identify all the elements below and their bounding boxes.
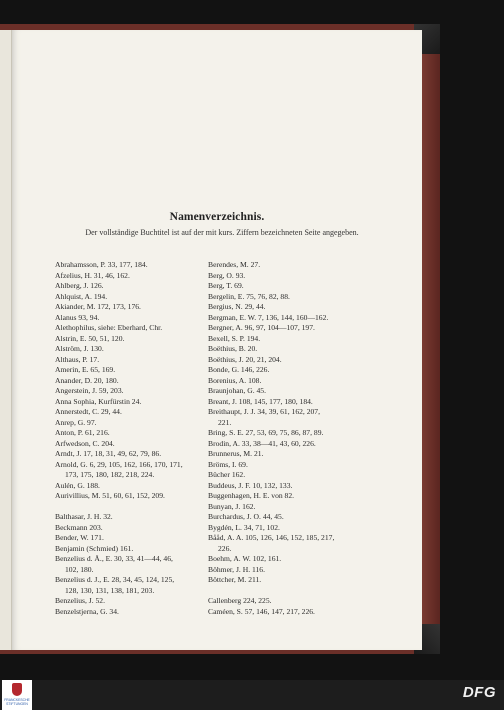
index-entry: 173, 175, 180, 182, 218, 224. <box>65 470 155 479</box>
index-entry: Ahlquist, A. 194. <box>55 291 108 301</box>
index-entry: Bender, W. 171. <box>55 533 104 542</box>
index-entry: Anna Sophia, Kurfürstin 24. <box>55 396 142 406</box>
index-entry: Beckmann 203. <box>55 522 103 532</box>
index-entry: Borenius, A. 108. <box>208 375 262 385</box>
viewer-footer <box>0 680 504 710</box>
index-entry: Berg, O. 93. <box>208 270 246 280</box>
index-entry: Aurivillius, M. 51, 60, 61, 152, 209. <box>55 491 165 500</box>
index-entry: Breithaupt, J. J. 34, 39, 61, 162, 207, <box>208 407 321 416</box>
cover-edge <box>422 24 440 654</box>
index-entry: Arndt, J. 17, 18, 31, 49, 62, 79, 86. <box>55 449 162 458</box>
index-entry: Bergner, A. 96, 97, 104—107, 197. <box>208 323 315 332</box>
index-entry: Berg, T. 69. <box>208 281 244 290</box>
index-entry: Amerin, E. 65, 169. <box>55 365 116 374</box>
dfg-logo[interactable]: DFG <box>462 684 496 701</box>
index-entry: Breant, J. 108, 145, 177, 180, 184. <box>208 396 313 406</box>
letter-section-gap <box>55 502 220 513</box>
index-entry: Boëthius, B. 20. <box>208 344 258 353</box>
index-column-right <box>208 260 383 617</box>
index-entry: 102, 180. <box>65 564 94 574</box>
index-entry: Buddeus, J. F. 10, 132, 133. <box>208 480 293 490</box>
index-entry: Bergman, E. W. 7, 136, 144, 160—162. <box>208 312 329 322</box>
page-heading: Namenverzeichnis. <box>169 211 265 223</box>
index-entry: 226. <box>218 543 232 553</box>
index-entry: Arnold, G. 6, 29, 105, 162, 166, 170, 171, <box>55 459 183 469</box>
index-entry: Benzelstjerna, G. 34. <box>55 606 119 616</box>
index-entry: Bröms, I. 69. <box>208 459 248 469</box>
page-subtitle: Der vollständige Buchtitel ist auf der mit kurs. Ziffern bezeichneten Seite angegeben. <box>85 228 359 237</box>
index-entry: 221. <box>218 417 232 427</box>
logo-text: FRANCKESCHE STIFTUNGEN <box>4 698 30 706</box>
crest-icon <box>12 683 22 696</box>
index-entry: Bergelin, E. 75, 76, 82, 88. <box>208 291 290 301</box>
index-entry: Böhmer, J. H. 116. <box>208 564 265 574</box>
book-page <box>12 30 422 650</box>
index-entry: Boehm, A. W. 102, 161. <box>208 554 282 563</box>
index-entry: Buggenhagen, H. E. von 82. <box>208 491 295 500</box>
index-entry: Aulén, G. 188. <box>55 480 100 490</box>
index-entry: Benzelius d. Ä., E. 30, 33, 41—44, 46, <box>55 554 173 563</box>
index-entry: Alanus 93, 94. <box>55 312 100 322</box>
index-entry: Afzelius, H. 31, 46, 162. <box>55 270 130 280</box>
index-entry: Bååd, A. A. 105, 126, 146, 152, 185, 217, <box>208 533 335 542</box>
index-entry: Berendes, M. 27. <box>208 260 261 269</box>
index-entry: Bunyan, J. 162. <box>208 501 256 511</box>
index-entry: Bygdén, L. 34, 71, 102. <box>208 522 280 532</box>
index-entry: Benjamin (Schmied) 161. <box>55 543 134 553</box>
index-entry: Boëthius, J. 20, 21, 204. <box>208 354 282 364</box>
institution-logo[interactable] <box>2 680 32 710</box>
index-column-left <box>55 260 220 617</box>
index-entry: Althaus, P. 17. <box>55 354 100 364</box>
index-entry: Bücher 162. <box>208 470 246 479</box>
index-entry: Bring, S. E. 27, 53, 69, 75, 86, 87, 89. <box>208 428 324 437</box>
index-entry: Bergius, N. 29, 44. <box>208 302 266 311</box>
index-entry: Arfwedson, C. 204. <box>55 438 115 448</box>
index-entry: Akiander, M. 172, 173, 176. <box>55 302 141 311</box>
index-entry: Anton, P. 61, 216. <box>55 428 110 437</box>
index-entry: Ahlberg, J. 126. <box>55 281 104 290</box>
index-entry: Braunjohan, G. 45. <box>208 386 266 395</box>
index-entry: Benzelius, J. 52. <box>55 596 105 605</box>
letter-section-gap <box>208 586 383 597</box>
index-entry: Böttcher, M. 211. <box>208 575 262 584</box>
index-entry: Anrep, G. 97. <box>55 417 97 427</box>
index-entry: Bonde, G. 146, 226. <box>208 365 270 374</box>
index-entry: Alethophilus, siehe: Eberhard, Chr. <box>55 323 163 332</box>
index-entry: Alstrin, E. 50, 51, 120. <box>55 333 125 343</box>
index-entry: Abrahamsson, P. 33, 177, 184. <box>55 260 148 269</box>
index-entry: Annerstedt, C. 29, 44. <box>55 407 122 416</box>
index-entry: Bexell, S. P. 194. <box>208 333 261 343</box>
index-entry: Brodin, A. 33, 38—41, 43, 60, 226. <box>208 438 316 448</box>
index-entry: Callenberg 224, 225. <box>208 596 272 605</box>
index-entry: 128, 130, 131, 138, 181, 203. <box>65 585 155 595</box>
index-entry: Brunnerus, M. 21. <box>208 449 264 458</box>
index-entry: Caméen, S. 57, 146, 147, 217, 226. <box>208 606 315 616</box>
index-entry: Balthasar, J. H. 32. <box>55 512 113 521</box>
index-entry: Benzelius d. J., E. 28, 34, 45, 124, 125, <box>55 575 175 584</box>
index-entry: Anander, D. 20, 180. <box>55 375 119 385</box>
index-entry: Burchardus, J. O. 44, 45. <box>208 512 284 521</box>
index-entry: Alström, J. 130. <box>55 344 104 353</box>
index-entry: Angerstein, J. 59, 203. <box>55 386 124 395</box>
left-page-edge <box>0 30 12 650</box>
